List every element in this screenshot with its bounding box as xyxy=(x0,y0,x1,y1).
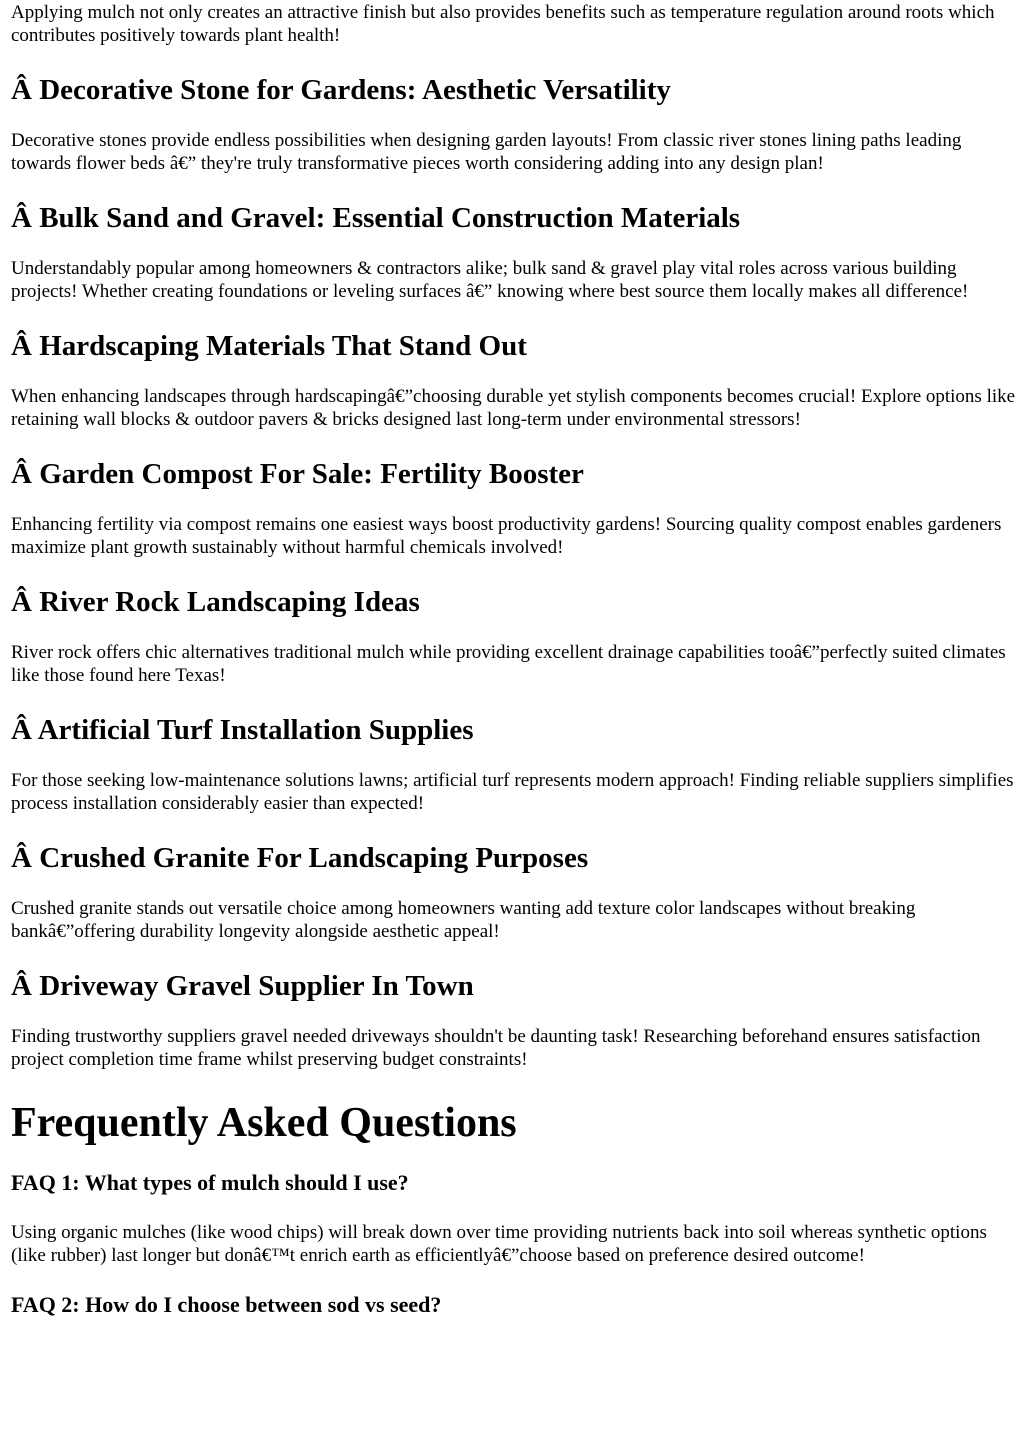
section-paragraph-decorative-stone: Decorative stones provide endless possibilities when designing garden layouts! From classic river stones lining paths leading towards flower beds â€” they're truly transformative pieces worth considering adding into any design plan! xyxy=(11,130,962,174)
section-paragraph-river-rock: River rock offers chic alternatives traditional mulch while providing excellent drainage capabilities tooâ€”perfectly suited climates like those found here Texas! xyxy=(11,642,1006,686)
section-paragraph-driveway-gravel: Finding trustworthy suppliers gravel needed driveways shouldn't be daunting task! Researching beforehand ensures satisfaction project completion time frame whilst preserving budget constraints! xyxy=(11,1026,981,1070)
section-paragraph-bulk-sand-gravel: Understandably popular among homeowners & contractors alike; bulk sand & gravel play vital roles across various building projects! Whether creating foundations or leveling surfaces â€” knowing where best source them locally makes all difference! xyxy=(11,258,969,302)
intro-paragraph: Applying mulch not only creates an attractive finish but also provides benefits such as temperature regulation around roots which contributes positively towards plant health! xyxy=(11,2,995,46)
article-content xyxy=(11,0,1016,1318)
faq-question-2: FAQ 2: How do I choose between sod vs seed? xyxy=(11,1292,442,1317)
faq-answer-1: Using organic mulches (like wood chips) will break down over time providing nutrients back into soil whereas synthetic options (like rubber) last longer but donâ€™t enrich earth as efficientlyâ€”choose based on preference desired outcome! xyxy=(11,1222,987,1266)
section-paragraph-artificial-turf: For those seeking low-maintenance solutions lawns; artificial turf represents modern approach! Finding reliable suppliers simplifies process installation considerably easier than expected! xyxy=(11,770,1014,814)
section-heading-artificial-turf: Â Artificial Turf Installation Supplies xyxy=(11,714,474,746)
section-paragraph-garden-compost: Enhancing fertility via compost remains one easiest ways boost productivity gardens! Sourcing quality compost enables gardeners maximize plant growth sustainably without harmful chemicals involved! xyxy=(11,514,1002,558)
section-heading-decorative-stone: Â Decorative Stone for Gardens: Aesthetic Versatility xyxy=(11,74,671,106)
faq-title: Frequently Asked Questions xyxy=(11,1100,517,1146)
faq-question-1: FAQ 1: What types of mulch should I use? xyxy=(11,1170,409,1195)
section-heading-driveway-gravel: Â Driveway Gravel Supplier In Town xyxy=(11,970,474,1002)
section-heading-crushed-granite: Â Crushed Granite For Landscaping Purposes xyxy=(11,842,589,874)
section-heading-hardscaping: Â Hardscaping Materials That Stand Out xyxy=(11,330,527,362)
section-paragraph-crushed-granite: Crushed granite stands out versatile choice among homeowners wanting add texture color landscapes without breaking bankâ€”offering durability longevity alongside aesthetic appeal! xyxy=(11,898,916,942)
section-heading-garden-compost: Â Garden Compost For Sale: Fertility Booster xyxy=(11,458,584,490)
section-paragraph-hardscaping: When enhancing landscapes through hardscapingâ€”choosing durable yet stylish components becomes crucial! Explore options like retaining wall blocks & outdoor pavers & bricks designed last long-term under environmental stressors! xyxy=(11,386,1016,430)
section-heading-bulk-sand-gravel: Â Bulk Sand and Gravel: Essential Construction Materials xyxy=(11,202,741,234)
section-heading-river-rock: Â River Rock Landscaping Ideas xyxy=(11,586,420,618)
